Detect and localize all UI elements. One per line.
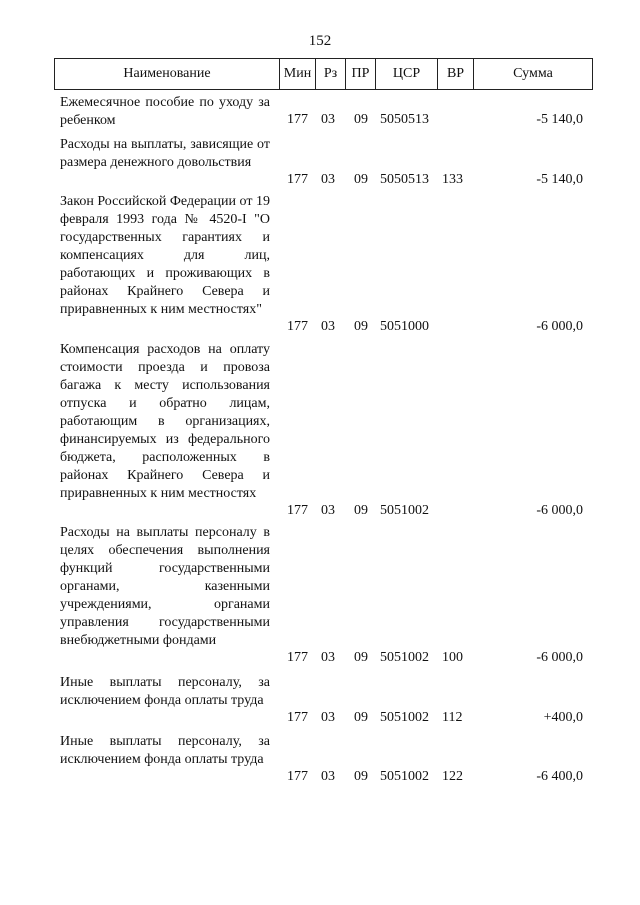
row-rz: 03 bbox=[321, 112, 335, 127]
row-csr: 5050513 bbox=[380, 172, 429, 187]
row-rz: 03 bbox=[321, 710, 335, 725]
row-min: 177 bbox=[287, 503, 308, 518]
row-rz: 03 bbox=[321, 769, 335, 784]
row-min: 177 bbox=[287, 769, 308, 784]
row-name: Компенсация расходов на оплату стоимости проезда и провоза багажа к месту использования отпуска и обратно лицам, работающим в организациях, финансируемых из федерального бюджета, расположенных в районах Крайнего Севера и приравненных к ним местностях bbox=[60, 342, 270, 501]
row-vr: 133 bbox=[442, 172, 463, 187]
row-csr: 5051002 bbox=[380, 503, 429, 518]
row-pr: 09 bbox=[354, 769, 368, 784]
row-sum: -5 140,0 bbox=[536, 172, 583, 187]
header-name: Наименование bbox=[55, 59, 280, 90]
header-rz: Рз bbox=[316, 59, 346, 90]
row-pr: 09 bbox=[354, 650, 368, 665]
row-pr: 09 bbox=[354, 710, 368, 725]
row-pr: 09 bbox=[354, 172, 368, 187]
row-name: Расходы на выплаты, зависящие от размера денежного довольствия bbox=[60, 137, 270, 170]
row-pr: 09 bbox=[354, 112, 368, 127]
header-vr: ВР bbox=[438, 59, 474, 90]
row-sum: -6 000,0 bbox=[536, 319, 583, 334]
row-name: Расходы на выплаты персоналу в целях обеспечения выполнения функций государственными органами, казенными учреждениями, органами управления государственными внебюджетными фондами bbox=[60, 525, 270, 648]
row-min: 177 bbox=[287, 172, 308, 187]
header-sum: Сумма bbox=[474, 59, 593, 90]
row-sum: -6 000,0 bbox=[536, 503, 583, 518]
row-sum: -5 140,0 bbox=[536, 112, 583, 127]
row-rz: 03 bbox=[321, 319, 335, 334]
row-sum: +400,0 bbox=[543, 710, 583, 725]
row-pr: 09 bbox=[354, 503, 368, 518]
row-name: Иные выплаты персоналу, за исключением фонда оплаты труда bbox=[60, 675, 270, 708]
row-name: Закон Российской Федерации от 19 февраля 1993 года № 4520-I "О государственных гарантиях и компенсациях для лиц, работающих и проживающих в районах Крайнего Севера и приравненных к ним местностях" bbox=[60, 194, 270, 317]
row-vr: 112 bbox=[442, 710, 463, 725]
row-sum: -6 400,0 bbox=[536, 769, 583, 784]
header-csr: ЦСР bbox=[376, 59, 438, 90]
row-name: Иные выплаты персоналу, за исключением фонда оплаты труда bbox=[60, 734, 270, 767]
row-pr: 09 bbox=[354, 319, 368, 334]
row-vr: 100 bbox=[442, 650, 463, 665]
row-min: 177 bbox=[287, 112, 308, 127]
table-header bbox=[54, 58, 593, 90]
row-vr: 122 bbox=[442, 769, 463, 784]
row-csr: 5051000 bbox=[380, 319, 429, 334]
header-pr: ПР bbox=[346, 59, 376, 90]
row-min: 177 bbox=[287, 710, 308, 725]
row-csr: 5051002 bbox=[380, 710, 429, 725]
row-min: 177 bbox=[287, 650, 308, 665]
row-csr: 5051002 bbox=[380, 769, 429, 784]
page-number: 152 bbox=[308, 33, 332, 49]
row-rz: 03 bbox=[321, 172, 335, 187]
row-sum: -6 000,0 bbox=[536, 650, 583, 665]
row-csr: 5051002 bbox=[380, 650, 429, 665]
row-min: 177 bbox=[287, 319, 308, 334]
row-rz: 03 bbox=[321, 650, 335, 665]
header-min: Мин bbox=[280, 59, 316, 90]
row-csr: 5050513 bbox=[380, 112, 429, 127]
row-rz: 03 bbox=[321, 503, 335, 518]
row-name: Ежемесячное пособие по уходу за ребенком bbox=[60, 95, 270, 128]
